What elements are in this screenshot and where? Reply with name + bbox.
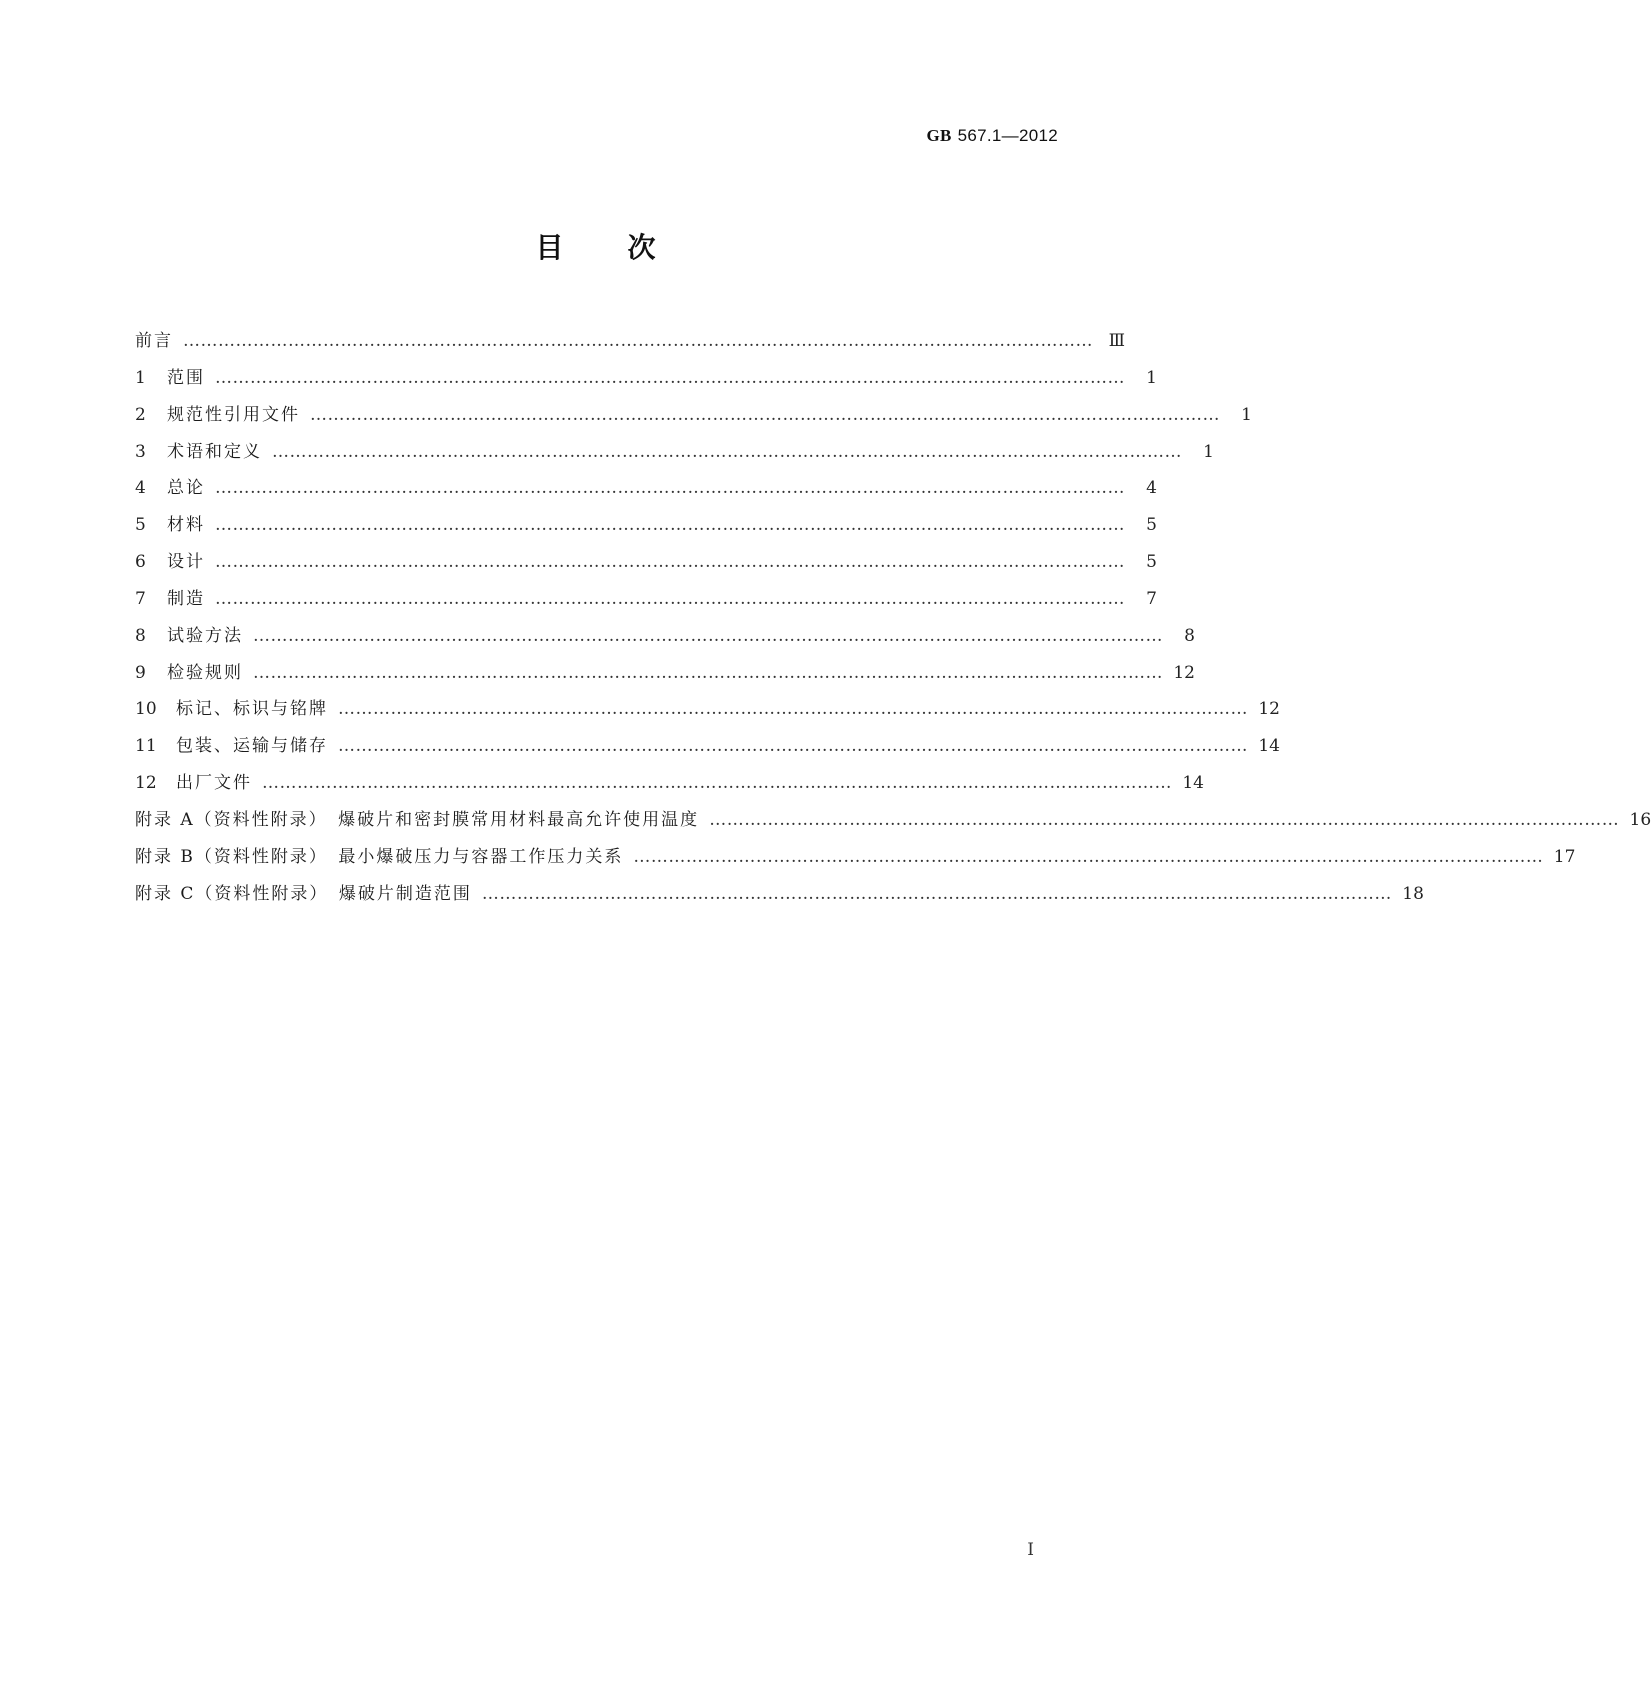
toc-entry-5[interactable] (135, 510, 1157, 547)
toc-entry-number: 7 (135, 588, 146, 609)
toc-entry-page: 8 (1184, 625, 1195, 646)
toc-entry-page: 1 (1241, 404, 1252, 425)
toc-entry-label: 标记、标识与铭牌 (176, 699, 328, 720)
toc-dot-leader: ………………………………………………………………………………………………………………………………………… (183, 331, 1093, 351)
toc-dot-leader: ………………………………………………………………………………………………………………………………………… (633, 846, 1544, 867)
toc-entry-11[interactable] (135, 731, 1280, 768)
toc-entry-number: 5 (135, 515, 146, 536)
toc-entry-label: 检验规则 (167, 662, 243, 683)
toc-entry-page: 17 (1553, 846, 1576, 867)
toc-entry-page: 12 (1173, 662, 1195, 683)
toc-entry-appendix-b[interactable] (135, 842, 1576, 879)
toc-entry-page: 5 (1146, 515, 1157, 536)
toc-entry-label: 前言 (135, 331, 173, 351)
toc-entry-8[interactable] (135, 621, 1195, 658)
toc-entry-page: Ⅲ (1108, 331, 1125, 351)
toc-entry-page: 12 (1258, 699, 1280, 720)
page-title-char-1: 目 (535, 231, 564, 264)
toc-entry-10[interactable] (135, 694, 1280, 731)
toc-entry-foreword[interactable] (135, 326, 1125, 363)
toc-entry-number: 9 (135, 662, 146, 683)
toc-entry-number: 12 (135, 773, 157, 794)
standard-number: 567.1—2012 (957, 126, 1058, 145)
toc-entry-label: 制造 (167, 588, 205, 609)
page-number: I (1027, 1540, 1034, 1560)
toc-dot-leader: ………………………………………………………………………………………………………………………………………… (272, 441, 1182, 462)
toc-entry-page: 1 (1146, 367, 1157, 388)
toc-entry-number: 8 (135, 625, 146, 646)
toc-entry-label: 包装、运输与储存 (176, 736, 328, 757)
toc-entry-label: 出厂文件 (176, 773, 252, 794)
toc-entry-label: 试验方法 (167, 625, 243, 646)
toc-entry-label: 范围 (167, 367, 205, 388)
toc-entry-4[interactable] (135, 473, 1157, 510)
table-of-contents (135, 326, 1651, 916)
toc-entry-label: 规范性引用文件 (167, 404, 300, 425)
toc-entry-page: 4 (1146, 478, 1157, 499)
page-title-char-2: 次 (627, 231, 656, 264)
toc-entry-page: 14 (1182, 773, 1204, 794)
toc-entry-number: 2 (135, 404, 146, 425)
toc-dot-leader: ………………………………………………………………………………………………………………………………………… (253, 662, 1163, 683)
toc-dot-leader: ………………………………………………………………………………………………………………………………………… (215, 552, 1125, 573)
toc-entry-number: 4 (135, 478, 146, 499)
toc-entry-label: 材料 (167, 515, 205, 536)
toc-entry-7[interactable] (135, 584, 1157, 621)
toc-entry-label: 附录 C（资料性附录） 爆破片制造范围 (135, 883, 472, 904)
toc-dot-leader: ………………………………………………………………………………………………………………………………………… (481, 883, 1392, 904)
toc-entry-label: 附录 B（资料性附录） 最小爆破压力与容器工作压力关系 (135, 846, 624, 867)
toc-entry-page: 1 (1203, 441, 1214, 462)
toc-entry-page: 7 (1146, 588, 1157, 609)
page-title (0, 226, 1191, 266)
toc-dot-leader: ………………………………………………………………………………………………………………………………………… (338, 699, 1248, 720)
toc-entry-1[interactable] (135, 363, 1157, 400)
toc-entry-appendix-c[interactable] (135, 879, 1424, 916)
toc-entry-page: 14 (1258, 736, 1280, 757)
toc-entry-3[interactable] (135, 437, 1214, 474)
toc-entry-label: 术语和定义 (167, 441, 262, 462)
toc-entry-page: 16 (1629, 809, 1651, 830)
toc-dot-leader: ………………………………………………………………………………………………………………………………………… (215, 515, 1125, 536)
toc-dot-leader: ………………………………………………………………………………………………………………………………………… (310, 404, 1220, 425)
toc-entry-number: 1 (135, 367, 146, 388)
toc-entry-2[interactable] (135, 400, 1252, 437)
toc-dot-leader: ………………………………………………………………………………………………………………………………………… (215, 367, 1125, 388)
toc-entry-label: 设计 (167, 552, 205, 573)
toc-dot-leader: ………………………………………………………………………………………………………………………………………… (215, 588, 1125, 609)
toc-entry-label: 附录 A（资料性附录） 爆破片和密封膜常用材料最高允许使用温度 (135, 809, 700, 830)
toc-entry-number: 10 (135, 699, 157, 720)
toc-dot-leader: ………………………………………………………………………………………………………………………………………… (253, 625, 1163, 646)
toc-entry-page: 5 (1146, 552, 1157, 573)
toc-entry-number: 6 (135, 552, 146, 573)
toc-dot-leader: ………………………………………………………………………………………………………………………………………… (338, 736, 1248, 757)
toc-entry-9[interactable] (135, 658, 1195, 695)
toc-entry-6[interactable] (135, 547, 1157, 584)
toc-entry-12[interactable] (135, 768, 1204, 805)
standard-code (926, 126, 1058, 146)
toc-entry-appendix-a[interactable] (135, 805, 1651, 842)
toc-dot-leader: ………………………………………………………………………………………………………………………………………… (262, 773, 1172, 794)
toc-entry-number: 11 (135, 736, 157, 757)
toc-dot-leader: ………………………………………………………………………………………………………………………………………… (709, 809, 1620, 830)
toc-entry-label: 总论 (167, 478, 205, 499)
toc-dot-leader: ………………………………………………………………………………………………………………………………………… (215, 478, 1125, 499)
standard-prefix: GB (926, 126, 952, 145)
toc-entry-number: 3 (135, 441, 146, 462)
toc-entry-page: 18 (1402, 883, 1424, 904)
